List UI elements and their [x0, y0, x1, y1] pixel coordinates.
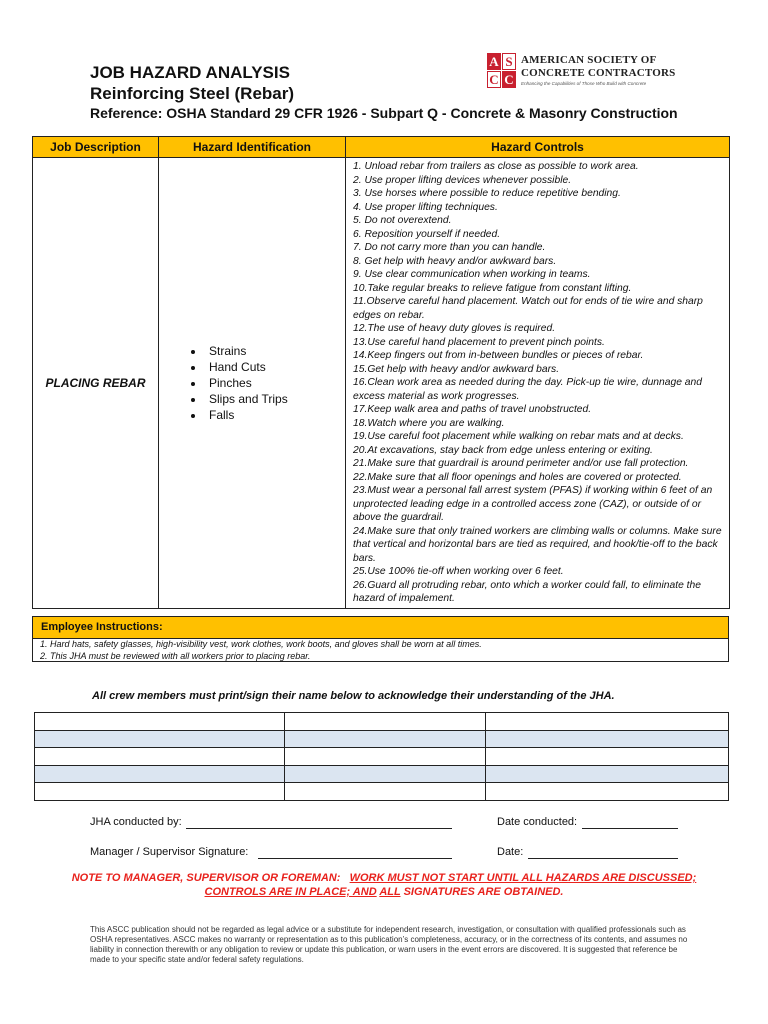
signature-cell[interactable] [285, 765, 486, 783]
job-description-cell: PLACING REBAR [33, 158, 159, 609]
logo-name-line1: AMERICAN SOCIETY OF [521, 54, 657, 66]
document-subtitle: Reinforcing Steel (Rebar) [90, 84, 295, 103]
document-reference: Reference: OSHA Standard 29 CFR 1926 - Subpart Q - Concrete & Masonry Construction [90, 105, 678, 121]
control-item: 3. Use horses where possible to reduce repetitive bending. [353, 188, 621, 199]
note-prefix: NOTE TO MANAGER, SUPERVISOR OR FOREMAN: [71, 872, 341, 884]
hazard-item: • Pinches [205, 375, 345, 391]
column-header-hazard-controls: Hazard Controls [346, 137, 730, 158]
signature-row [35, 713, 729, 731]
employee-instructions-heading: Employee Instructions: [33, 617, 728, 639]
signature-cell[interactable] [285, 730, 486, 748]
control-item: 13.Use careful hand placement to prevent pinch points. [353, 336, 605, 348]
signature-cell[interactable] [285, 783, 486, 801]
jha-conducted-by-line[interactable] [186, 828, 452, 829]
date-conducted-label: Date conducted: [497, 816, 578, 828]
date-line[interactable] [528, 858, 678, 859]
instruction-item: 2. This JHA must be reviewed with all workers prior to placing rebar. [40, 650, 311, 661]
signature-cell[interactable] [35, 765, 285, 783]
hazard-item: • Hand Cuts [205, 359, 345, 375]
hazard-item: • Strains [205, 343, 345, 359]
note-part2: SIGNATURES ARE OBTAINED. [403, 886, 564, 898]
signature-cell[interactable] [285, 748, 486, 766]
column-header-hazard-identification: Hazard Identification [159, 137, 346, 158]
signature-row [35, 783, 729, 801]
hazard-identification-cell [159, 158, 346, 609]
control-item: 16.Clean work area as needed during the day. Pick-up tie wire, dunnage and excess material as work progresses. [353, 377, 702, 402]
instruction-item: 1. Hard hats, safety glasses, high-visibility vest, work clothes, work boots, and gloves shall be worn at all times. [40, 639, 482, 649]
signature-cell[interactable] [486, 748, 729, 766]
crew-signature-table [34, 712, 729, 801]
column-header-job-description: Job Description [33, 137, 159, 158]
logo-tagline: Enhancing the Capabilities of Those Who Build with Concrete [521, 81, 647, 86]
signature-cell[interactable] [285, 713, 486, 731]
hazard-item: • Falls [205, 407, 345, 423]
note-emphasis: ALL [379, 886, 401, 898]
manager-signature-label: Manager / Supervisor Signature: [90, 846, 249, 858]
jha-conducted-by-label: JHA conducted by: [90, 816, 182, 828]
hazard-controls-cell [346, 158, 730, 609]
control-item: 5. Do not overextend. [353, 215, 452, 226]
control-item: 24.Make sure that only trained workers are climbing walls or columns. Make sure that vertical and horizontal bars are tied as required, and hook/tie-off to the back bars. [353, 525, 722, 564]
signature-cell[interactable] [486, 713, 729, 731]
control-item: 25.Use 100% tie-off when working over 6 feet. [353, 566, 564, 577]
ascc-logo [487, 53, 707, 95]
document-title: JOB HAZARD ANALYSIS [90, 63, 290, 82]
hazard-analysis-table [32, 136, 730, 609]
control-item: 10.Take regular breaks to relieve fatigue from constant lifting. [353, 282, 632, 294]
note-part1: WORK MUST NOT START UNTIL ALL HAZARDS ARE DISCUSSED; CONTROLS ARE IN PLACE; AND [204, 872, 697, 898]
logo-letter: S [502, 53, 516, 70]
control-item: 26.Guard all protruding rebar, onto which a worker could fall, to eliminate the hazard of impalement. [353, 579, 701, 604]
control-item: 20.At excavations, stay back from edge unless entering or exiting. [353, 444, 653, 456]
date-label: Date: [497, 846, 524, 858]
control-item: 15.Get help with heavy and/or awkward bars. [353, 363, 560, 375]
signature-row [35, 765, 729, 783]
control-item: 22.Make sure that all floor openings and holes are covered or protected. [353, 471, 682, 483]
ascc-logo-mark [487, 53, 517, 89]
manager-signature-line[interactable] [258, 858, 452, 859]
control-item: 17.Keep walk area and paths of travel unobstructed. [353, 404, 592, 415]
signature-cell[interactable] [486, 783, 729, 801]
signature-row [35, 730, 729, 748]
hazard-item: • Slips and Trips [205, 391, 345, 407]
manager-note [64, 871, 704, 899]
logo-name-line2: CONCRETE CONTRACTORS [521, 67, 676, 79]
control-item: 7. Do not carry more than you can handle. [353, 242, 546, 253]
signature-row [35, 748, 729, 766]
control-item: 12.The use of heavy duty gloves is required. [353, 323, 556, 334]
signature-cell[interactable] [35, 783, 285, 801]
logo-letter: A [487, 53, 501, 70]
signature-cell[interactable] [486, 765, 729, 783]
control-item: 21.Make sure that guardrail is around perimeter and/or use fall protection. [353, 458, 689, 469]
logo-organization-name [521, 54, 675, 80]
logo-letter: C [487, 71, 501, 88]
acknowledgement-text: All crew members must print/sign their name below to acknowledge their understanding of the JHA. [92, 690, 615, 702]
table-header-row [33, 137, 730, 158]
control-item: 11.Observe careful hand placement. Watch out for ends of tie wire and sharp edges on rebar. [353, 296, 703, 321]
control-item: 8. Get help with heavy and/or awkward bars. [353, 255, 557, 267]
control-item: 4. Use proper lifting techniques. [353, 201, 498, 213]
control-item: 2. Use proper lifting devices whenever possible. [353, 174, 572, 186]
control-item: 18.Watch where you are walking. [353, 417, 505, 429]
control-item: 9. Use clear communication when working in teams. [353, 269, 591, 280]
employee-instructions-box [32, 616, 729, 662]
control-item: 23.Must wear a personal fall arrest system (PFAS) if working within 6 feet of an unprotected leading edge in a controlled access zone (CAZ), or outside of or above the guardrail. [353, 485, 713, 523]
legal-disclaimer: This ASCC publication should not be regarded as legal advice or a substitute for independent research, investigation, or consultation with qualified professionals such as OSHA representatives. ASCC makes no warranty or representation as to this publication’s completeness, accuracy, or in the correctness of its contents, and assumes no liability in connection therewith or any obligation to review or update this publication, or warn users in the event errors are discovered. It is suggested that reference be made to your specific state and/or federal safety regulations. [90, 925, 688, 964]
logo-letter: C [502, 71, 516, 88]
signature-cell[interactable] [486, 730, 729, 748]
control-item: 6. Reposition yourself if needed. [353, 228, 501, 240]
control-item: 19.Use careful foot placement while walking on rebar mats and at decks. [353, 431, 684, 442]
control-item: 14.Keep fingers out from in-between bundles or pieces of rebar. [353, 350, 644, 361]
signature-cell[interactable] [35, 748, 285, 766]
signature-cell[interactable] [35, 713, 285, 731]
control-item: 1. Unload rebar from trailers as close as possible to work area. [353, 161, 639, 172]
signature-cell[interactable] [35, 730, 285, 748]
table-row [33, 158, 730, 609]
hazard-list [159, 343, 345, 423]
date-conducted-line[interactable] [582, 828, 678, 829]
